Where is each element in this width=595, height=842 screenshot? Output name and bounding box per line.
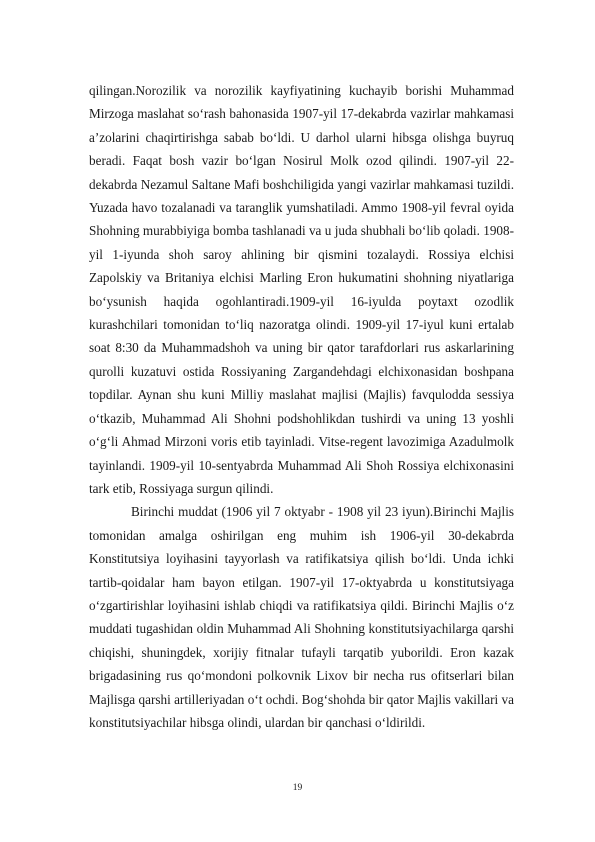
body-paragraph: Birinchi muddat (1906 yil 7 oktyabr - 1908 yil 23 iyun).Birinchi Majlis tomonidan amalga oshirilgan eng muhim ish 1906-yil 30-dekabrda Konstitutsiya loyihasini tayyorlash va ratifikatsiya qilish bo‘ldi. Unda ichki tartib-qoidalar ham bayon etilgan. 1907-yil 17-oktyabrda u konstitutsiyaga o‘zgartirishlar loyihasini ishlab chiqdi va ratifikatsiya qildi. Birinchi Majlis o‘z muddati tugashidan oldin Muhammad Ali Shohning konstitutsiyachilarga qarshi chiqishi, shuningdek, xorijiy fitnalar tufayli tarqatib yuborildi. Eron kazak brigadasining rus qo‘mondoni polkovnik Lixov bir necha rus ofitserlari bilan Majlisga qarshi artilleriyadan o‘t ochdi. Bog‘shohda bir qator Majlis vakillari va konstitutsiyachilar hibsga olindi, ulardan bir qanchasi o‘ldirildi. <box>89 504 514 730</box>
document-body <box>89 79 514 734</box>
page-number: 19 <box>292 783 303 793</box>
body-paragraph: qilingan.Norozilik va norozilik kayfiyatining kuchayib borishi Muhammad Mirzoga maslahat so‘rash bahonasida 1907-yil 17-dekabrda vazirlar mahkamasi a’zolarini chaqirtirishga sabab bo‘ldi. U darhol ularni hibsga olishga buyruq beradi. Faqat bosh vazir bo‘lgan Nosirul Molk ozod qilindi. 1907-yil 22-dekabrda Nezamul Saltane Mafi boshchiligida yangi vazirlar mahkamasi tuzildi. Yuzada havo tozalanadi va taranglik yumshatiladi. Ammo 1908-yil fevral oyida Shohning murabbiyiga bomba tashlanadi va u juda shubhali bo‘lib qoladi. 1908-yil 1-iyunda shoh saroy ahlining bir qismini tozalaydi. Rossiya elchisi Zapolskiy va Britaniya elchisi Marling Eron hukumatini shohning niyatlariga bo‘ysunish haqida ogohlantiradi.1909-yil 16-iyulda poytaxt ozodlik kurashchilari tomonidan to‘liq nazoratga olindi. 1909-yil 17-iyul kuni ertalab soat 8:30 da Muhammadshoh va uning bir qator tarafdorlari rus askarlarining qurolli kuzatuvi ostida Rossiyaning Zargandehdagi elchixonasidan boshpana topdilar. Aynan shu kuni Milliy maslahat majlisi (Majlis) favqulodda sessiya o‘tkazib, Muhammad Ali Shohni podshohlikdan tushirdi va uning 13 yoshli o‘g‘li Ahmad Mirzoni voris etib tayinladi. Vitse-regent lavozimiga Azadulmolk tayinlandi. 1909-yil 10-sentyabrda Muhammad Ali Shoh Rossiya elchixonasini tark etib, Rossiyaga surgun qilindi. <box>89 83 514 496</box>
